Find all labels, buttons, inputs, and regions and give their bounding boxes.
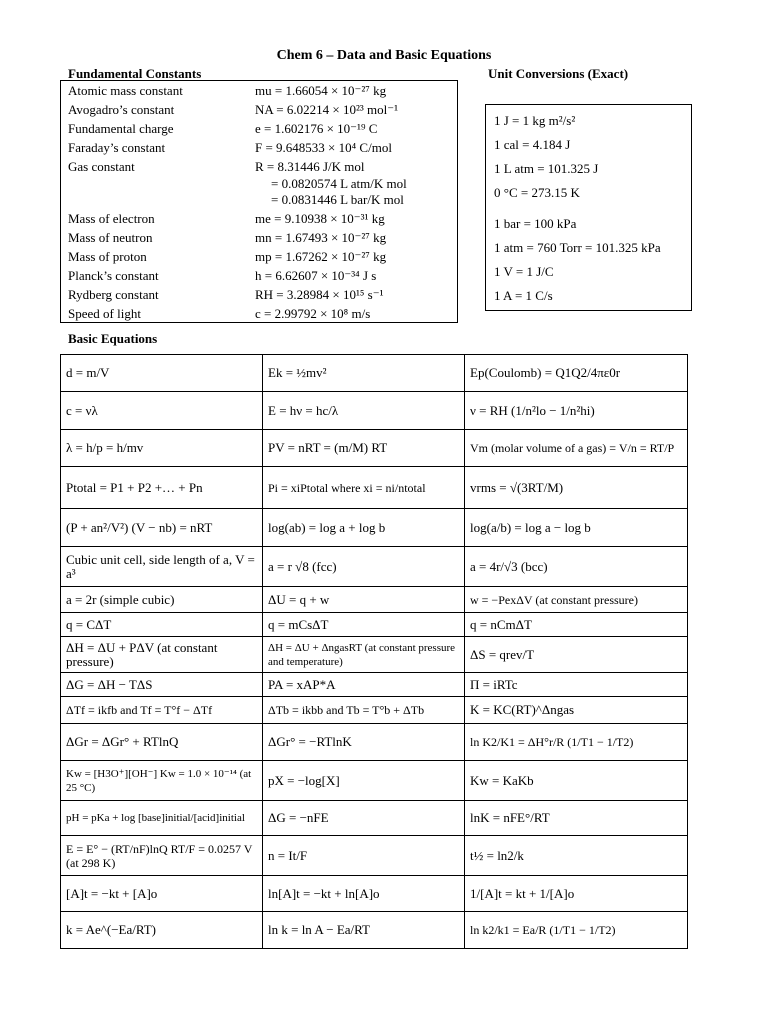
equation-cell: ΔG = −nFE (263, 801, 465, 836)
equation-cell: ΔS = qrev/T (465, 637, 688, 673)
equation-cell: log(ab) = log a + log b (263, 509, 465, 547)
equation-cell: w = −PexΔV (at constant pressure) (465, 587, 688, 613)
equation-cell: t½ = ln2/k (465, 836, 688, 876)
table-row (61, 761, 688, 801)
unit-conversions-table (485, 104, 692, 311)
equation-cell: lnK = nFE°/RT (465, 801, 688, 836)
constant-value: mp = 1.67262 × 10⁻²⁷ kg (255, 249, 387, 264)
equation-cell: PV = nRT = (m/M) RT (263, 430, 465, 467)
constant-name: Gas constant (68, 159, 135, 174)
equation-cell: Ek = ½mv² (263, 355, 465, 392)
constants-table (60, 80, 458, 323)
equation-cell: Kw = [H3O⁺][OH⁻] Kw = 1.0 × 10⁻¹⁴ (at 25 °C) (61, 761, 263, 801)
constants-heading: Fundamental Constants (68, 66, 202, 81)
equation-cell: Cubic unit cell, side length of a, V = a³ (61, 547, 263, 587)
table-row (61, 673, 688, 697)
table-row (61, 467, 688, 509)
constant-value: me = 9.10938 × 10⁻³¹ kg (255, 211, 385, 226)
table-row (61, 697, 688, 724)
equation-cell: E = E° − (RT/nF)lnQ RT/F = 0.0257 V (at 298 K) (61, 836, 263, 876)
constant-value: mn = 1.67493 × 10⁻²⁷ kg (255, 230, 387, 245)
constant-value: F = 9.648533 × 10⁴ C/mol (255, 140, 392, 155)
table-row (61, 509, 688, 547)
equation-cell: q = nCmΔT (465, 613, 688, 637)
unit-row: 1 cal = 4.184 J (494, 137, 571, 152)
equation-cell: vrms = √(3RT/M) (465, 467, 688, 509)
equation-cell: log(a/b) = log a − log b (465, 509, 688, 547)
equation-cell: Pi = xiPtotal where xi = ni/ntotal (263, 467, 465, 509)
equation-cell: ΔH = ΔU + PΔV (at constant pressure) (61, 637, 263, 673)
equation-cell: λ = h/p = h/mv (61, 430, 263, 467)
constant-name: Speed of light (68, 306, 141, 321)
equation-cell: Ptotal = P1 + P2 +… + Pn (61, 467, 263, 509)
equation-cell: q = CΔT (61, 613, 263, 637)
page-title: Chem 6 – Data and Basic Equations (276, 48, 492, 63)
equation-cell: pH = pKa + log [base]initial/[acid]initial (61, 801, 263, 836)
equation-cell: ΔGr = ΔGr° + RTlnQ (61, 724, 263, 761)
equation-cell: ln k2/k1 = Ea/R (1/T1 − 1/T2) (465, 912, 688, 949)
equation-cell: ΔTb = ikbb and Tb = T°b + ΔTb (263, 697, 465, 724)
equation-cell: ΔU = q + w (263, 587, 465, 613)
equation-cell: c = νλ (61, 392, 263, 430)
equation-cell: ln K2/K1 = ΔH°r/R (1/T1 − 1/T2) (465, 724, 688, 761)
equation-cell: a = 4r/√3 (bcc) (465, 547, 688, 587)
table-row (61, 392, 688, 430)
constant-name: Rydberg constant (68, 287, 159, 302)
unit-row: 1 bar = 100 kPa (494, 216, 577, 231)
table-row (61, 613, 688, 637)
equation-cell: ΔTf = ikfb and Tf = T°f − ΔTf (61, 697, 263, 724)
unit-row: 1 A = 1 C/s (494, 288, 553, 303)
constant-name: Avogadro’s constant (68, 102, 175, 117)
table-row (61, 587, 688, 613)
equation-cell: Ep(Coulomb) = Q1Q2/4πε0r (465, 355, 688, 392)
equations-heading: Basic Equations (68, 331, 158, 346)
equations-table (60, 354, 688, 949)
equation-cell: ln[A]t = −kt + ln[A]o (263, 876, 465, 912)
equation-cell: E = hν = hc/λ (263, 392, 465, 430)
constant-value: mu = 1.66054 × 10⁻²⁷ kg (255, 83, 387, 98)
constant-value: = 0.0820574 L atm/K mol (271, 176, 407, 191)
unit-row: 1 J = 1 kg m²/s² (494, 113, 576, 128)
equation-cell: k = Ae^(−Ea/RT) (61, 912, 263, 949)
table-row (61, 637, 688, 673)
constant-value: NA = 6.02214 × 10²³ mol⁻¹ (255, 102, 398, 117)
equation-cell: 1/[A]t = kt + 1/[A]o (465, 876, 688, 912)
units-heading: Unit Conversions (Exact) (488, 66, 629, 81)
equation-cell: [A]t = −kt + [A]o (61, 876, 263, 912)
equation-cell: pX = −log[X] (263, 761, 465, 801)
constant-value: RH = 3.28984 × 10¹⁵ s⁻¹ (255, 287, 384, 302)
constant-name: Mass of neutron (68, 230, 153, 245)
constant-value: R = 8.31446 J/K mol (255, 159, 365, 174)
equation-cell: d = m/V (61, 355, 263, 392)
equation-cell: Kw = KaKb (465, 761, 688, 801)
table-row (61, 430, 688, 467)
constant-name: Planck’s constant (68, 268, 159, 283)
equation-cell: ln k = ln A − Ea/RT (263, 912, 465, 949)
equation-cell: ν = RH (1/n²lo − 1/n²hi) (465, 392, 688, 430)
constant-value: c = 2.99792 × 10⁸ m/s (255, 306, 371, 321)
equation-cell: n = It/F (263, 836, 465, 876)
equation-cell: PA = xAP*A (263, 673, 465, 697)
constant-name: Mass of electron (68, 211, 155, 226)
equation-cell: K = KC(RT)^Δngas (465, 697, 688, 724)
unit-row: 1 V = 1 J/C (494, 264, 554, 279)
unit-row: 1 atm = 760 Torr = 101.325 kPa (494, 240, 661, 255)
unit-row: 0 °C = 273.15 K (494, 185, 580, 200)
unit-row: 1 L atm = 101.325 J (494, 161, 599, 176)
table-row (61, 801, 688, 836)
table-row (61, 836, 688, 876)
constant-value: = 0.0831446 L bar/K mol (271, 192, 404, 207)
constant-name: Faraday’s constant (68, 140, 166, 155)
table-row (61, 547, 688, 587)
constant-value: h = 6.62607 × 10⁻³⁴ J s (255, 268, 377, 283)
table-row (61, 876, 688, 912)
equation-cell: a = 2r (simple cubic) (61, 587, 263, 613)
equation-cell: a = r √8 (fcc) (263, 547, 465, 587)
table-row (61, 724, 688, 761)
equation-cell: Vm (molar volume of a gas) = V/n = RT/P (465, 430, 688, 467)
equation-cell: (P + an²/V²) (V − nb) = nRT (61, 509, 263, 547)
equation-cell: ΔH = ΔU + ΔngasRT (at constant pressure and temperature) (263, 637, 465, 673)
table-row (61, 355, 688, 392)
equation-cell: ΔGr° = −RTlnK (263, 724, 465, 761)
table-row (61, 912, 688, 949)
constant-name: Atomic mass constant (68, 83, 183, 98)
equation-cell: ΔG = ΔH − TΔS (61, 673, 263, 697)
equation-cell: q = mCsΔT (263, 613, 465, 637)
constant-name: Mass of proton (68, 249, 147, 264)
equation-cell: Π = iRTc (465, 673, 688, 697)
constant-name: Fundamental charge (68, 121, 174, 136)
constant-value: e = 1.602176 × 10⁻¹⁹ C (255, 121, 378, 136)
